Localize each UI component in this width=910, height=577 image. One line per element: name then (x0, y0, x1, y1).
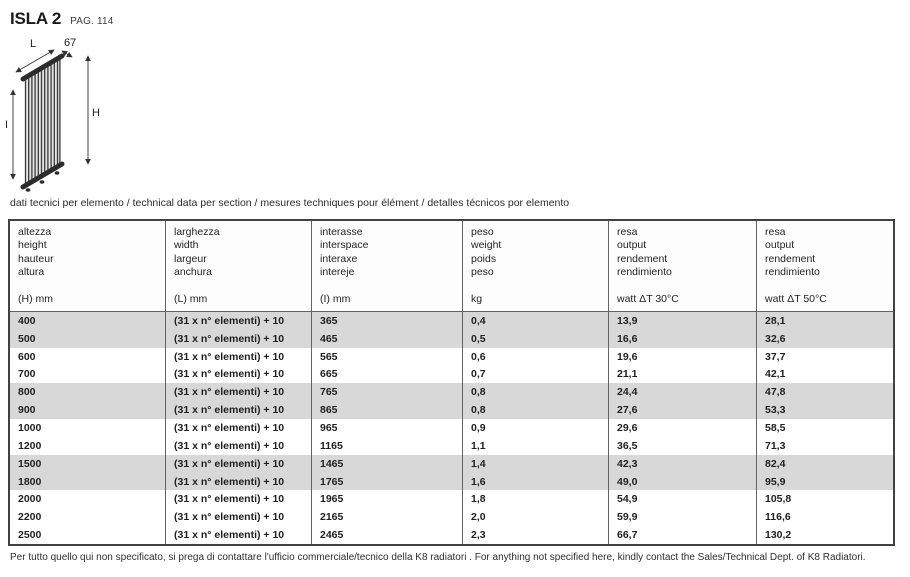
column-header-label: rendimiento (617, 266, 672, 279)
table-cell: 0,9 (462, 419, 608, 437)
table-cell: 0,8 (462, 401, 608, 419)
table-cell: 2,3 (462, 526, 608, 544)
table-cell: 2200 (18, 511, 42, 524)
table-cell: 71,3 (756, 437, 893, 455)
table-cell: 1965 (311, 490, 462, 508)
dim-label-width: L (30, 38, 37, 50)
table-cell: 66,7 (608, 526, 756, 544)
table-row (10, 473, 893, 491)
column-header-label: interspace (320, 239, 369, 252)
table-cell: 1000 (18, 421, 42, 434)
table-cell: 37,7 (756, 348, 893, 366)
table-cell: 700 (18, 368, 36, 381)
table-cell: 1765 (311, 473, 462, 491)
column-header-labels (18, 226, 161, 280)
table-row (10, 330, 893, 348)
table-cell: 29,6 (608, 419, 756, 437)
table-cell: 54,9 (608, 490, 756, 508)
table-cell: 42,1 (756, 366, 893, 384)
column-header-label: intereje (320, 266, 355, 279)
table-cell: 82,4 (756, 455, 893, 473)
radiator-illustration (23, 55, 62, 192)
table-cell: 1,6 (462, 473, 608, 491)
table-cell: (31 x n° elementi) + 10 (165, 330, 311, 348)
table-cell: 19,6 (608, 348, 756, 366)
table-row (10, 419, 893, 437)
column-unit: (I) mm (320, 293, 351, 305)
table-cell: 59,9 (608, 508, 756, 526)
column-header-label: rendement (765, 252, 816, 265)
table-header-row (10, 221, 893, 312)
table-caption: dati tecnici per elemento / technical data per section / mesures techniques pour élément / detalles técnicos por elemento (10, 197, 570, 209)
table-cell: 465 (311, 330, 462, 348)
table-cell: (31 x n° elementi) + 10 (165, 490, 311, 508)
table-cell: (31 x n° elementi) + 10 (165, 401, 311, 419)
table-cell: 28,1 (756, 312, 893, 330)
table-cell: 900 (18, 404, 36, 417)
table-cell: 1500 (18, 457, 42, 470)
radiator-diagram (4, 36, 126, 200)
column-unit: kg (471, 293, 483, 305)
table-cell: 600 (18, 350, 36, 363)
table-cell: (31 x n° elementi) + 10 (165, 366, 311, 384)
table-cell: 105,8 (756, 490, 893, 508)
column-header-label: output (765, 239, 795, 252)
table-cell: 27,6 (608, 401, 756, 419)
page-reference: PAG. 114 (70, 16, 114, 27)
table-cell: 865 (311, 401, 462, 419)
column-header-label: hauteur (18, 252, 54, 265)
column-header-4 (608, 221, 756, 311)
column-header-3 (462, 221, 608, 311)
table-cell: 0,5 (462, 330, 608, 348)
table-cell: 42,3 (608, 455, 756, 473)
column-header-label: resa (765, 226, 786, 238)
table-cell: 2,0 (462, 508, 608, 526)
dim-label-height: H (92, 107, 100, 119)
table-row (10, 312, 893, 330)
table-cell: 1165 (311, 437, 462, 455)
column-header-label: width (174, 239, 199, 252)
column-header-label: interaxe (320, 252, 358, 265)
dim-label-interspace: I (5, 119, 9, 131)
table-cell: (31 x n° elementi) + 10 (165, 526, 311, 544)
table-cell: 800 (18, 386, 36, 399)
table-cell: 13,9 (608, 312, 756, 330)
table-cell: (31 x n° elementi) + 10 (165, 383, 311, 401)
table-cell: (31 x n° elementi) + 10 (165, 508, 311, 526)
table-cell: 1465 (311, 455, 462, 473)
table-row (10, 366, 893, 384)
column-header-label: largeur (174, 252, 207, 265)
table-cell: 2165 (311, 508, 462, 526)
column-header-2 (311, 221, 462, 311)
table-row (10, 455, 893, 473)
table-cell: 2500 (18, 529, 42, 542)
page-title: ISLA 2 (10, 9, 62, 28)
column-header-labels (320, 226, 458, 280)
table-cell: 95,9 (756, 473, 893, 491)
column-header-label: resa (617, 226, 638, 238)
table-cell: (31 x n° elementi) + 10 (165, 348, 311, 366)
column-header-1 (165, 221, 311, 311)
table-cell: (31 x n° elementi) + 10 (165, 437, 311, 455)
table-cell: 47,8 (756, 383, 893, 401)
table-cell: 1200 (18, 439, 42, 452)
column-header-label: altura (18, 266, 45, 279)
table-cell: (31 x n° elementi) + 10 (165, 473, 311, 491)
table-cell: 36,5 (608, 437, 756, 455)
table-cell: 16,6 (608, 330, 756, 348)
table-cell: 24,4 (608, 383, 756, 401)
table-cell: 116,6 (756, 508, 893, 526)
table-row (10, 348, 893, 366)
column-header-labels (174, 226, 307, 280)
column-header-label: interasse (320, 226, 363, 238)
column-header-label: rendement (617, 252, 668, 265)
technical-data-table (8, 219, 895, 546)
column-header-labels (471, 226, 604, 280)
table-cell: 21,1 (608, 366, 756, 384)
table-cell: 1,4 (462, 455, 608, 473)
column-unit: watt ΔT 30°C (617, 293, 679, 305)
table-row (10, 526, 893, 544)
column-unit: watt ΔT 50°C (765, 293, 827, 305)
table-cell: 32,6 (756, 330, 893, 348)
dim-label-depth: 67 (64, 37, 77, 49)
column-header-label: rendimiento (765, 266, 820, 279)
table-cell: 765 (311, 383, 462, 401)
column-header-label: peso (471, 226, 494, 238)
column-header-labels (617, 226, 752, 280)
footer-note: Per tutto quello qui non specificato, si prega di contattare l'ufficio commerciale/tecnico della K8 radiatori . For anything not specified here, kindly contact the Sales/Technical Dept. of K8 Radiatori. (10, 552, 866, 563)
table-row (10, 508, 893, 526)
table-cell: (31 x n° elementi) + 10 (165, 312, 311, 330)
table-cell: 665 (311, 366, 462, 384)
column-header-label: peso (471, 266, 494, 279)
table-row (10, 490, 893, 508)
column-header-5 (756, 221, 893, 311)
column-header-label: altezza (18, 226, 52, 238)
table-cell: 365 (311, 312, 462, 330)
column-header-label: weight (471, 239, 502, 252)
column-header-label: larghezza (174, 226, 220, 238)
column-header-label: anchura (174, 266, 212, 279)
column-header-0 (10, 221, 165, 311)
table-cell: 400 (18, 314, 36, 327)
table-cell: 500 (18, 332, 36, 345)
table-cell: 53,3 (756, 401, 893, 419)
table-cell: 1,8 (462, 490, 608, 508)
table-cell: 0,4 (462, 312, 608, 330)
table-cell: 1,1 (462, 437, 608, 455)
table-cell: (31 x n° elementi) + 10 (165, 419, 311, 437)
column-unit: (H) mm (18, 293, 53, 305)
column-header-label: output (617, 239, 647, 252)
table-row (10, 401, 893, 419)
column-header-label: height (18, 239, 47, 252)
table-cell: 49,0 (608, 473, 756, 491)
table-body (10, 312, 893, 544)
table-row (10, 383, 893, 401)
table-cell: 565 (311, 348, 462, 366)
table-cell: 965 (311, 419, 462, 437)
page-header (10, 9, 114, 29)
table-cell: 0,8 (462, 383, 608, 401)
table-cell: 58,5 (756, 419, 893, 437)
table-cell: 2000 (18, 493, 42, 506)
table-cell: 1800 (18, 475, 42, 488)
table-cell: 130,2 (756, 526, 893, 544)
column-header-label: poids (471, 252, 497, 265)
table-cell: (31 x n° elementi) + 10 (165, 455, 311, 473)
table-cell: 2465 (311, 526, 462, 544)
table-cell: 0,7 (462, 366, 608, 384)
table-cell: 0,6 (462, 348, 608, 366)
column-unit: (L) mm (174, 293, 208, 305)
table-row (10, 437, 893, 455)
column-header-labels (765, 226, 889, 280)
